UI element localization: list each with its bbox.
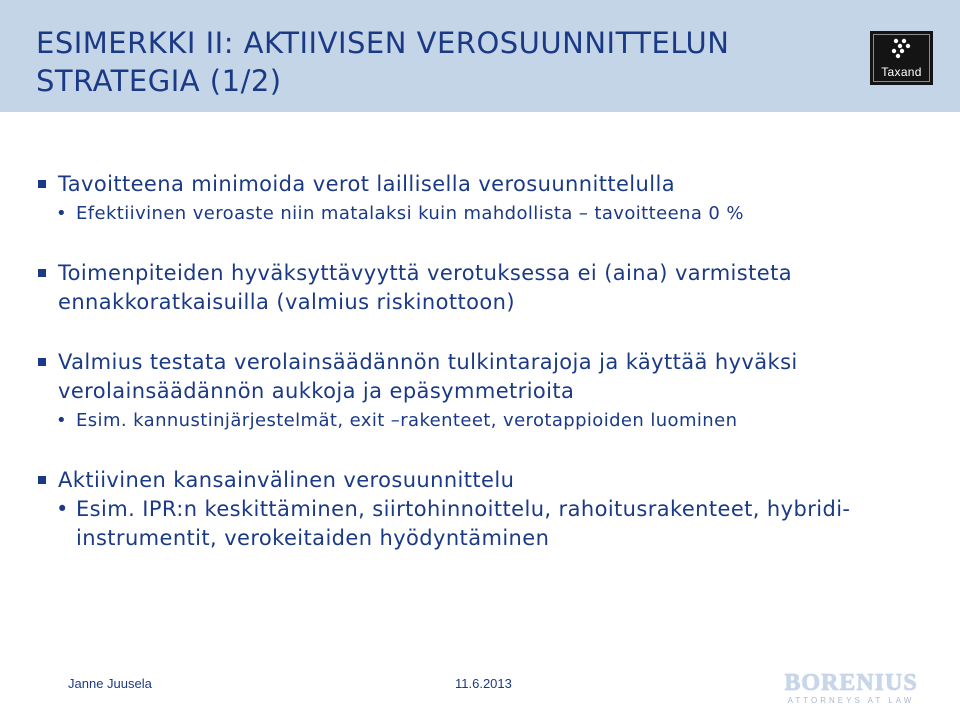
square-bullet-icon — [38, 269, 46, 277]
sub-bullet-item — [36, 406, 936, 435]
slide-title: ESIMERKKI II: AKTIIVISEN VEROSUUNNITTELUN STRATEGIA (1/2) — [36, 26, 730, 98]
borenius-logo — [766, 670, 936, 706]
brand-name: BORENIUS — [784, 670, 918, 696]
sub-bullet-marker: • — [56, 203, 68, 224]
sub-bullet-item — [36, 199, 936, 228]
footer-date: 11.6.2013 — [455, 676, 512, 691]
taxand-logo-text: Taxand — [881, 65, 922, 79]
bullet-item — [36, 348, 936, 406]
bullet-text: Aktiivinen kansainvälinen verosuunnittelu — [58, 468, 515, 492]
bullet-list — [36, 170, 936, 553]
taxand-logo — [870, 31, 933, 85]
square-bullet-icon — [38, 358, 46, 366]
sub-bullet-text: Efektiivinen veroaste niin matalaksi kuin mahdollista – tavoitteena 0 % — [76, 203, 744, 224]
footer-author: Janne Juusela — [68, 676, 152, 691]
title-bar — [0, 0, 960, 112]
sub-bullet-marker: • — [56, 410, 68, 431]
sub-bullet-text: Esim. kannustinjärjestelmät, exit –rakenteet, verotappioiden luominen — [76, 410, 738, 431]
bullet-item — [36, 259, 936, 317]
brand-subtitle: ATTORNEYS AT LAW — [787, 696, 915, 705]
sub-bullet-marker: • — [56, 497, 69, 521]
bullet-text: Valmius testata verolainsäädännön tulkintarajoja ja käyttää hyväksi verolainsäädännön aukkoja ja epäsymmetrioita — [58, 350, 798, 403]
bullet-text: Toimenpiteiden hyväksyttävyyttä verotuksessa ei (aina) varmisteta ennakkoratkaisuilla (valmius riskinottoon) — [58, 261, 792, 314]
bullet-item — [36, 170, 936, 199]
bullet-text: Tavoitteena minimoida verot laillisella verosuunnittelulla — [58, 172, 675, 196]
bullet-item — [36, 466, 936, 495]
sub-bullet-item — [36, 495, 936, 553]
taxand-dots-icon — [891, 38, 911, 60]
sub-bullet-text: Esim. IPR:n keskittäminen, siirtohinnoittelu, rahoitusrakenteet, hybridi-instrumentit, verokeitaiden hyödyntäminen — [76, 497, 851, 550]
square-bullet-icon — [38, 476, 46, 484]
square-bullet-icon — [38, 180, 46, 188]
